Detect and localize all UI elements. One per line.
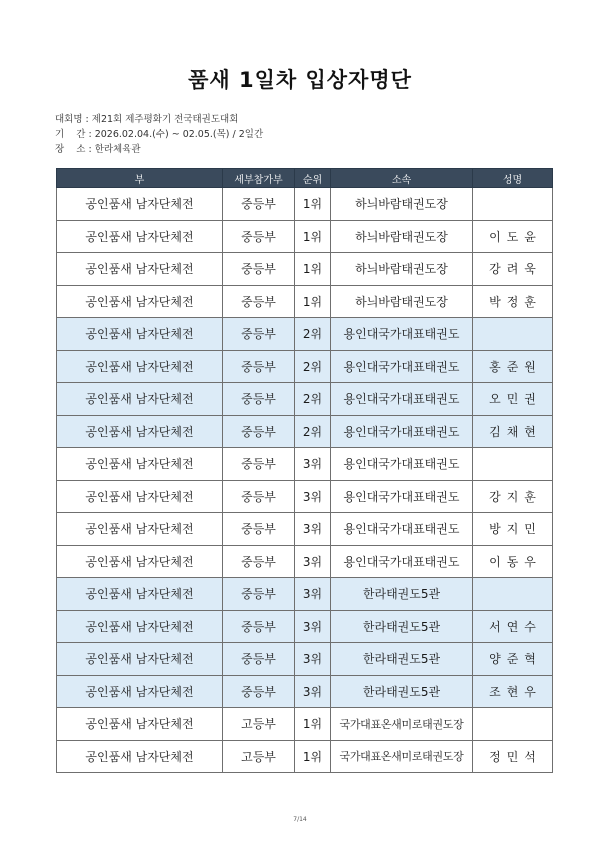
club-cell: 국가대표온새미로태권도장 (331, 708, 473, 741)
division-cell: 공인품새 남자단체전 (57, 318, 223, 351)
club-cell: 용인대국가대표태권도 (331, 480, 473, 513)
sub-division-cell: 중등부 (223, 513, 295, 546)
club-cell: 한라태권도5관 (331, 578, 473, 611)
table-row (57, 578, 553, 611)
division-cell: 공인품새 남자단체전 (57, 610, 223, 643)
event-period-row (55, 127, 263, 142)
name-cell: 정민석 (473, 740, 553, 773)
rank-cell: 3위 (295, 513, 331, 546)
division-cell: 공인품새 남자단체전 (57, 578, 223, 611)
table-row (57, 220, 553, 253)
event-name-value: 제21회 제주평화기 전국태권도대회 (91, 114, 239, 125)
club-cell: 한라태권도5관 (331, 675, 473, 708)
sub-division-cell: 중등부 (223, 578, 295, 611)
name-cell: 방지민 (473, 513, 553, 546)
rank-cell: 2위 (295, 415, 331, 448)
club-cell: 하늬바람태권도장 (331, 285, 473, 318)
name-cell: 강려욱 (473, 253, 553, 286)
table-header-row (57, 169, 553, 188)
division-cell: 공인품새 남자단체전 (57, 480, 223, 513)
club-cell: 용인대국가대표태권도 (331, 545, 473, 578)
sub-division-cell: 중등부 (223, 610, 295, 643)
sub-division-cell: 고등부 (223, 740, 295, 773)
club-cell: 한라태권도5관 (331, 643, 473, 676)
event-name-row (55, 112, 263, 127)
rank-cell: 3위 (295, 480, 331, 513)
rank-cell: 3위 (295, 610, 331, 643)
table-row (57, 610, 553, 643)
table-row (57, 448, 553, 481)
event-venue-label: 장 소 : (55, 144, 95, 155)
name-cell (473, 318, 553, 351)
rank-cell: 1위 (295, 708, 331, 741)
table-row (57, 708, 553, 741)
sub-division-cell: 중등부 (223, 188, 295, 221)
sub-division-cell: 중등부 (223, 415, 295, 448)
name-cell: 이동우 (473, 545, 553, 578)
table-row (57, 415, 553, 448)
header-rank: 순위 (295, 169, 331, 188)
table-row (57, 675, 553, 708)
sub-division-cell: 중등부 (223, 480, 295, 513)
club-cell: 국가대표온새미로태권도장 (331, 740, 473, 773)
name-cell (473, 448, 553, 481)
header-sub-division: 세부참가부 (223, 169, 295, 188)
sub-division-cell: 고등부 (223, 708, 295, 741)
division-cell: 공인품새 남자단체전 (57, 220, 223, 253)
club-cell: 하늬바람태권도장 (331, 220, 473, 253)
table-row (57, 318, 553, 351)
winners-table (56, 168, 553, 773)
rank-cell: 2위 (295, 383, 331, 416)
name-cell: 오민권 (473, 383, 553, 416)
name-cell (473, 708, 553, 741)
division-cell: 공인품새 남자단체전 (57, 415, 223, 448)
name-cell: 이도윤 (473, 220, 553, 253)
rank-cell: 1위 (295, 285, 331, 318)
club-cell: 한라태권도5관 (331, 610, 473, 643)
sub-division-cell: 중등부 (223, 448, 295, 481)
name-cell: 조현우 (473, 675, 553, 708)
event-info (55, 112, 263, 157)
club-cell: 용인대국가대표태권도 (331, 318, 473, 351)
event-name-label: 대회명 : (55, 114, 92, 125)
division-cell: 공인품새 남자단체전 (57, 188, 223, 221)
page-title: 품새 1일차 입상자명단 (188, 68, 412, 92)
header-division: 부 (57, 169, 223, 188)
division-cell: 공인품새 남자단체전 (57, 740, 223, 773)
club-cell: 용인대국가대표태권도 (331, 513, 473, 546)
sub-division-cell: 중등부 (223, 383, 295, 416)
club-cell: 용인대국가대표태권도 (331, 383, 473, 416)
name-cell (473, 188, 553, 221)
club-cell: 하늬바람태권도장 (331, 253, 473, 286)
division-cell: 공인품새 남자단체전 (57, 513, 223, 546)
table-row (57, 513, 553, 546)
name-cell: 박정훈 (473, 285, 553, 318)
rank-cell: 2위 (295, 350, 331, 383)
club-cell: 용인대국가대표태권도 (331, 448, 473, 481)
sub-division-cell: 중등부 (223, 318, 295, 351)
division-cell: 공인품새 남자단체전 (57, 383, 223, 416)
sub-division-cell: 중등부 (223, 220, 295, 253)
event-period-label: 기 간 : (55, 129, 95, 140)
name-cell: 강지훈 (473, 480, 553, 513)
division-cell: 공인품새 남자단체전 (57, 675, 223, 708)
event-period-value: 2026.02.04.(수) ~ 02.05.(목) / 2일간 (94, 129, 264, 140)
table-row (57, 643, 553, 676)
rank-cell: 1위 (295, 253, 331, 286)
division-cell: 공인품새 남자단체전 (57, 448, 223, 481)
sub-division-cell: 중등부 (223, 675, 295, 708)
club-cell: 용인대국가대표태권도 (331, 415, 473, 448)
sub-division-cell: 중등부 (223, 350, 295, 383)
division-cell: 공인품새 남자단체전 (57, 253, 223, 286)
name-cell: 홍준원 (473, 350, 553, 383)
rank-cell: 2위 (295, 318, 331, 351)
table-row (57, 285, 553, 318)
rank-cell: 1위 (295, 220, 331, 253)
name-cell (473, 578, 553, 611)
sub-division-cell: 중등부 (223, 285, 295, 318)
division-cell: 공인품새 남자단체전 (57, 643, 223, 676)
rank-cell: 1위 (295, 740, 331, 773)
sub-division-cell: 중등부 (223, 643, 295, 676)
table-row (57, 545, 553, 578)
rank-cell: 3위 (295, 643, 331, 676)
table-row (57, 383, 553, 416)
sub-division-cell: 중등부 (223, 545, 295, 578)
event-venue-row (55, 142, 263, 157)
division-cell: 공인품새 남자단체전 (57, 545, 223, 578)
header-club: 소속 (331, 169, 473, 188)
rank-cell: 3위 (295, 675, 331, 708)
table-row (57, 188, 553, 221)
table-row (57, 350, 553, 383)
rank-cell: 1위 (295, 188, 331, 221)
table-row (57, 253, 553, 286)
division-cell: 공인품새 남자단체전 (57, 708, 223, 741)
table-row (57, 740, 553, 773)
event-venue-value: 한라체육관 (94, 144, 141, 155)
division-cell: 공인품새 남자단체전 (57, 285, 223, 318)
club-cell: 하늬바람태권도장 (331, 188, 473, 221)
club-cell: 용인대국가대표태권도 (331, 350, 473, 383)
sub-division-cell: 중등부 (223, 253, 295, 286)
rank-cell: 3위 (295, 578, 331, 611)
division-cell: 공인품새 남자단체전 (57, 350, 223, 383)
name-cell: 서연수 (473, 610, 553, 643)
page-number: 7/14 (293, 816, 307, 823)
name-cell: 김채현 (473, 415, 553, 448)
rank-cell: 3위 (295, 448, 331, 481)
table-row (57, 480, 553, 513)
name-cell: 양준혁 (473, 643, 553, 676)
header-name: 성명 (473, 169, 553, 188)
rank-cell: 3위 (295, 545, 331, 578)
